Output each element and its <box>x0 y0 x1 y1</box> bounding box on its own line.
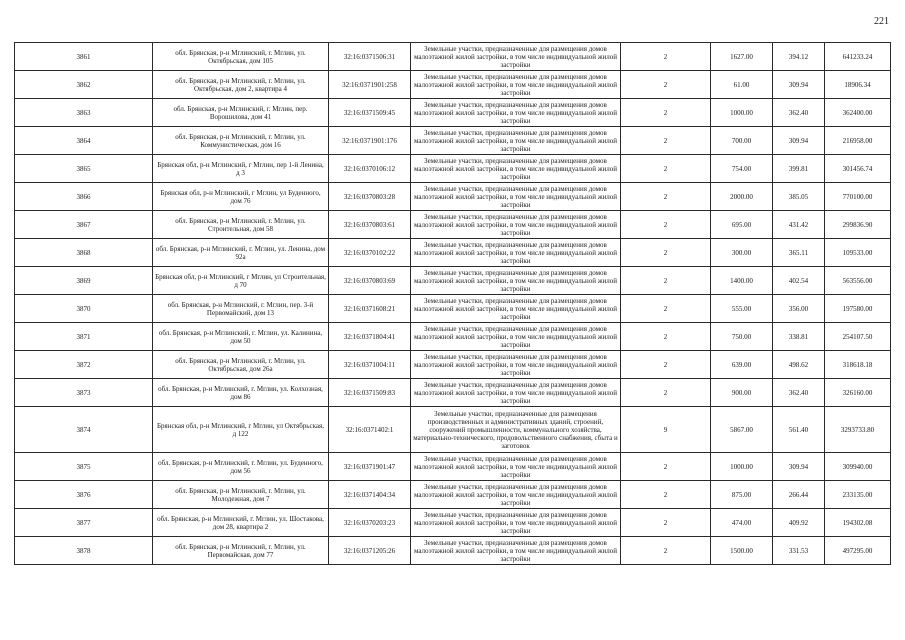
cadastral-number-cell: 32:16:0370803:61 <box>329 211 411 239</box>
area-cell: 5867.00 <box>711 407 773 453</box>
specific-value-cell: 498.62 <box>773 351 825 379</box>
page-number: 221 <box>874 16 889 27</box>
specific-value-cell: 394.12 <box>773 43 825 71</box>
address-cell: обл. Брянская, р-н Мглинский, г. Мглин, ул. Октябрьская, дом 2, квартира 4 <box>153 71 329 99</box>
cadastral-number-cell: 32:16:0371901:47 <box>329 453 411 481</box>
use-group-cell: 2 <box>621 295 711 323</box>
address-cell: обл. Брянская, р-н Мглинский, г. Мглин, ул. Строительная, дом 58 <box>153 211 329 239</box>
cadastral-number-cell: 32:16:0371901:176 <box>329 127 411 155</box>
address-cell: Брянская обл, р-н Мглинский, г Мглин, ул Октябрьская, д 122 <box>153 407 329 453</box>
specific-value-cell: 356.00 <box>773 295 825 323</box>
cadastral-number-cell: 32:16:0370102:22 <box>329 239 411 267</box>
land-use-cell: Земельные участки, предназначенные для размещения домов малоэтажной жилой застройки, в том числе индивидуальной жилой застройки <box>411 127 621 155</box>
cadastral-number-cell: 32:16:0370803:69 <box>329 267 411 295</box>
row-number-cell: 3877 <box>15 509 153 537</box>
use-group-cell: 2 <box>621 481 711 509</box>
land-use-cell: Земельные участки, предназначенные для размещения домов малоэтажной жилой застройки, в том числе индивидуальной жилой застройки <box>411 295 621 323</box>
area-cell: 1500.00 <box>711 537 773 565</box>
specific-value-cell: 362.40 <box>773 99 825 127</box>
address-cell: обл. Брянская, р-н Мглинский, г. Мглин, пер. Ворошилова, дом 41 <box>153 99 329 127</box>
area-cell: 875.00 <box>711 481 773 509</box>
land-use-cell: Земельные участки, предназначенные для размещения домов малоэтажной жилой застройки, в том числе индивидуальной жилой застройки <box>411 155 621 183</box>
table-row <box>15 71 891 99</box>
table-row <box>15 99 891 127</box>
address-cell: Брянская обл, р-н Мглинский, г Мглин, ул Буденного, дом 76 <box>153 183 329 211</box>
use-group-cell: 2 <box>621 211 711 239</box>
table-row <box>15 239 891 267</box>
row-number-cell: 3867 <box>15 211 153 239</box>
area-cell: 1000.00 <box>711 99 773 127</box>
address-cell: обл. Брянская, р-н Мглинский, г. Мглин, ул. Октябрьская, дом 105 <box>153 43 329 71</box>
area-cell: 695.00 <box>711 211 773 239</box>
row-number-cell: 3874 <box>15 407 153 453</box>
specific-value-cell: 309.94 <box>773 453 825 481</box>
address-cell: обл. Брянская, р-н Мглинский, г. Мглин, ул. Первомайская, дом 77 <box>153 537 329 565</box>
address-cell: обл. Брянская, р-н Мглинский, г. Мглин, ул. Ленина, дом 92а <box>153 239 329 267</box>
cadastral-number-cell: 32:16:0371509:83 <box>329 379 411 407</box>
row-number-cell: 3862 <box>15 71 153 99</box>
table-row <box>15 211 891 239</box>
row-number-cell: 3872 <box>15 351 153 379</box>
cadastral-value-cell: 254107.50 <box>825 323 891 351</box>
cadastral-value-cell: 563556.00 <box>825 267 891 295</box>
cadastral-value-cell: 301456.74 <box>825 155 891 183</box>
address-cell: обл. Брянская, р-н Мглинский, г. Мглин, ул. Буденного, дом 56 <box>153 453 329 481</box>
use-group-cell: 2 <box>621 453 711 481</box>
specific-value-cell: 309.94 <box>773 127 825 155</box>
specific-value-cell: 266.44 <box>773 481 825 509</box>
area-cell: 1400.00 <box>711 267 773 295</box>
table-body <box>15 43 891 565</box>
cadastral-number-cell: 32:16:0371608:21 <box>329 295 411 323</box>
cadastral-value-cell: 18906.34 <box>825 71 891 99</box>
row-number-cell: 3878 <box>15 537 153 565</box>
specific-value-cell: 365.11 <box>773 239 825 267</box>
land-use-cell: Земельные участки, предназначенные для размещения домов малоэтажной жилой застройки, в том числе индивидуальной жилой застройки <box>411 267 621 295</box>
land-use-cell: Земельные участки, предназначенные для размещения домов малоэтажной жилой застройки, в том числе индивидуальной жилой застройки <box>411 537 621 565</box>
row-number-cell: 3871 <box>15 323 153 351</box>
use-group-cell: 2 <box>621 379 711 407</box>
row-number-cell: 3869 <box>15 267 153 295</box>
row-number-cell: 3863 <box>15 99 153 127</box>
land-use-cell: Земельные участки, предназначенные для размещения домов малоэтажной жилой застройки, в том числе индивидуальной жилой застройки <box>411 183 621 211</box>
table-row <box>15 351 891 379</box>
table-row <box>15 453 891 481</box>
cadastral-number-cell: 32:16:0371506:31 <box>329 43 411 71</box>
area-cell: 555.00 <box>711 295 773 323</box>
table-row <box>15 509 891 537</box>
cadastral-value-cell: 109533.00 <box>825 239 891 267</box>
table-row <box>15 481 891 509</box>
specific-value-cell: 385.05 <box>773 183 825 211</box>
cadastral-number-cell: 32:16:0371901:258 <box>329 71 411 99</box>
table-row <box>15 43 891 71</box>
cadastral-value-cell: 299836.90 <box>825 211 891 239</box>
row-number-cell: 3875 <box>15 453 153 481</box>
row-number-cell: 3865 <box>15 155 153 183</box>
address-cell: обл. Брянская, р-н Мглинский, г. Мглин, ул. Шостакова, дом 28, квартира 2 <box>153 509 329 537</box>
land-use-cell: Земельные участки, предназначенные для размещения домов малоэтажной жилой застройки, в том числе индивидуальной жилой застройки <box>411 239 621 267</box>
use-group-cell: 2 <box>621 351 711 379</box>
land-use-cell: Земельные участки, предназначенные для размещения домов малоэтажной жилой застройки, в том числе индивидуальной жилой застройки <box>411 43 621 71</box>
address-cell: обл. Брянская, р-н Мглинский, г. Мглин, ул. Октябрьская, дом 26а <box>153 351 329 379</box>
cadastral-value-cell: 233135.00 <box>825 481 891 509</box>
row-number-cell: 3864 <box>15 127 153 155</box>
specific-value-cell: 561.40 <box>773 407 825 453</box>
specific-value-cell: 338.81 <box>773 323 825 351</box>
area-cell: 474.00 <box>711 509 773 537</box>
land-use-cell: Земельные участки, предназначенные для размещения производственных и административных зданий, строений, сооружений промышленности, коммунального хозяйства, материально-технического, продовольственного снабжения, сбыта и заготовок <box>411 407 621 453</box>
cadastral-value-cell: 318618.18 <box>825 351 891 379</box>
cadastral-value-cell: 309940.00 <box>825 453 891 481</box>
address-cell: обл. Брянская, р-н Мглинский, г. Мглин, ул. Коммунистическая, дом 16 <box>153 127 329 155</box>
use-group-cell: 2 <box>621 267 711 295</box>
use-group-cell: 2 <box>621 71 711 99</box>
land-use-cell: Земельные участки, предназначенные для размещения домов малоэтажной жилой застройки, в том числе индивидуальной жилой застройки <box>411 481 621 509</box>
area-cell: 639.00 <box>711 351 773 379</box>
cadastral-value-table <box>14 42 891 565</box>
row-number-cell: 3870 <box>15 295 153 323</box>
cadastral-value-cell: 497295.00 <box>825 537 891 565</box>
cadastral-number-cell: 32:16:0371004:11 <box>329 351 411 379</box>
address-cell: Брянская обл, р-н Мглинский, г Мглин, ул Строительная, д 70 <box>153 267 329 295</box>
area-cell: 754.00 <box>711 155 773 183</box>
row-number-cell: 3866 <box>15 183 153 211</box>
row-number-cell: 3876 <box>15 481 153 509</box>
cadastral-number-cell: 32:16:0371804:41 <box>329 323 411 351</box>
use-group-cell: 2 <box>621 183 711 211</box>
cadastral-value-cell: 197580.00 <box>825 295 891 323</box>
specific-value-cell: 431.42 <box>773 211 825 239</box>
row-number-cell: 3861 <box>15 43 153 71</box>
specific-value-cell: 402.54 <box>773 267 825 295</box>
use-group-cell: 2 <box>621 155 711 183</box>
table-row <box>15 537 891 565</box>
table-row <box>15 267 891 295</box>
area-cell: 1000.00 <box>711 453 773 481</box>
use-group-cell: 2 <box>621 99 711 127</box>
cadastral-value-cell: 770100.00 <box>825 183 891 211</box>
use-group-cell: 2 <box>621 127 711 155</box>
area-cell: 300.00 <box>711 239 773 267</box>
table-row <box>15 127 891 155</box>
area-cell: 61.00 <box>711 71 773 99</box>
area-cell: 900.00 <box>711 379 773 407</box>
specific-value-cell: 331.53 <box>773 537 825 565</box>
table-row <box>15 379 891 407</box>
table-row <box>15 295 891 323</box>
specific-value-cell: 309.94 <box>773 71 825 99</box>
address-cell: обл. Брянская, р-н Мглинский, г. Мглин, ул. Калинина, дом 50 <box>153 323 329 351</box>
cadastral-value-cell: 326160.00 <box>825 379 891 407</box>
specific-value-cell: 399.81 <box>773 155 825 183</box>
table-row <box>15 155 891 183</box>
land-use-cell: Земельные участки, предназначенные для размещения домов малоэтажной жилой застройки, в том числе индивидуальной жилой застройки <box>411 351 621 379</box>
land-use-cell: Земельные участки, предназначенные для размещения домов малоэтажной жилой застройки, в том числе индивидуальной жилой застройки <box>411 71 621 99</box>
cadastral-number-cell: 32:16:0371404:34 <box>329 481 411 509</box>
area-cell: 750.00 <box>711 323 773 351</box>
use-group-cell: 2 <box>621 43 711 71</box>
use-group-cell: 9 <box>621 407 711 453</box>
specific-value-cell: 409.92 <box>773 509 825 537</box>
land-use-cell: Земельные участки, предназначенные для размещения домов малоэтажной жилой застройки, в том числе индивидуальной жилой застройки <box>411 453 621 481</box>
cadastral-number-cell: 32:16:0370203:23 <box>329 509 411 537</box>
row-number-cell: 3873 <box>15 379 153 407</box>
cadastral-number-cell: 32:16:0370106:12 <box>329 155 411 183</box>
address-cell: Брянская обл, р-н Мглинский, г Мглин, пер 1-й Ленина, д 3 <box>153 155 329 183</box>
land-use-cell: Земельные участки, предназначенные для размещения домов малоэтажной жилой застройки, в том числе индивидуальной жилой застройки <box>411 379 621 407</box>
land-use-cell: Земельные участки, предназначенные для размещения домов малоэтажной жилой застройки, в том числе индивидуальной жилой застройки <box>411 211 621 239</box>
cadastral-number-cell: 32:16:0371402:1 <box>329 407 411 453</box>
address-cell: обл. Брянская, р-н Мглинский, г. Мглин, ул. Колхозная, дом 86 <box>153 379 329 407</box>
table-row <box>15 323 891 351</box>
use-group-cell: 2 <box>621 537 711 565</box>
use-group-cell: 2 <box>621 509 711 537</box>
cadastral-value-cell: 3293733.80 <box>825 407 891 453</box>
address-cell: обл. Брянская, р-н Мглинский, г. Мглин, ул. Молодежная, дом 7 <box>153 481 329 509</box>
table-row <box>15 407 891 453</box>
cadastral-number-cell: 32:16:0371509:45 <box>329 99 411 127</box>
row-number-cell: 3868 <box>15 239 153 267</box>
land-use-cell: Земельные участки, предназначенные для размещения домов малоэтажной жилой застройки, в том числе индивидуальной жилой застройки <box>411 99 621 127</box>
specific-value-cell: 362.40 <box>773 379 825 407</box>
address-cell: обл. Брянская, р-н Мглинский, г. Мглин, пер. 3-й Первомайский, дом 13 <box>153 295 329 323</box>
area-cell: 700.00 <box>711 127 773 155</box>
area-cell: 2000.00 <box>711 183 773 211</box>
cadastral-value-cell: 216958.00 <box>825 127 891 155</box>
use-group-cell: 2 <box>621 323 711 351</box>
cadastral-value-cell: 194302.08 <box>825 509 891 537</box>
cadastral-value-cell: 362400.00 <box>825 99 891 127</box>
cadastral-number-cell: 32:16:0370803:28 <box>329 183 411 211</box>
land-use-cell: Земельные участки, предназначенные для размещения домов малоэтажной жилой застройки, в том числе индивидуальной жилой застройки <box>411 323 621 351</box>
table-row <box>15 183 891 211</box>
use-group-cell: 2 <box>621 239 711 267</box>
cadastral-value-cell: 641233.24 <box>825 43 891 71</box>
cadastral-number-cell: 32:16:0371205:26 <box>329 537 411 565</box>
land-use-cell: Земельные участки, предназначенные для размещения домов малоэтажной жилой застройки, в том числе индивидуальной жилой застройки <box>411 509 621 537</box>
area-cell: 1627.00 <box>711 43 773 71</box>
